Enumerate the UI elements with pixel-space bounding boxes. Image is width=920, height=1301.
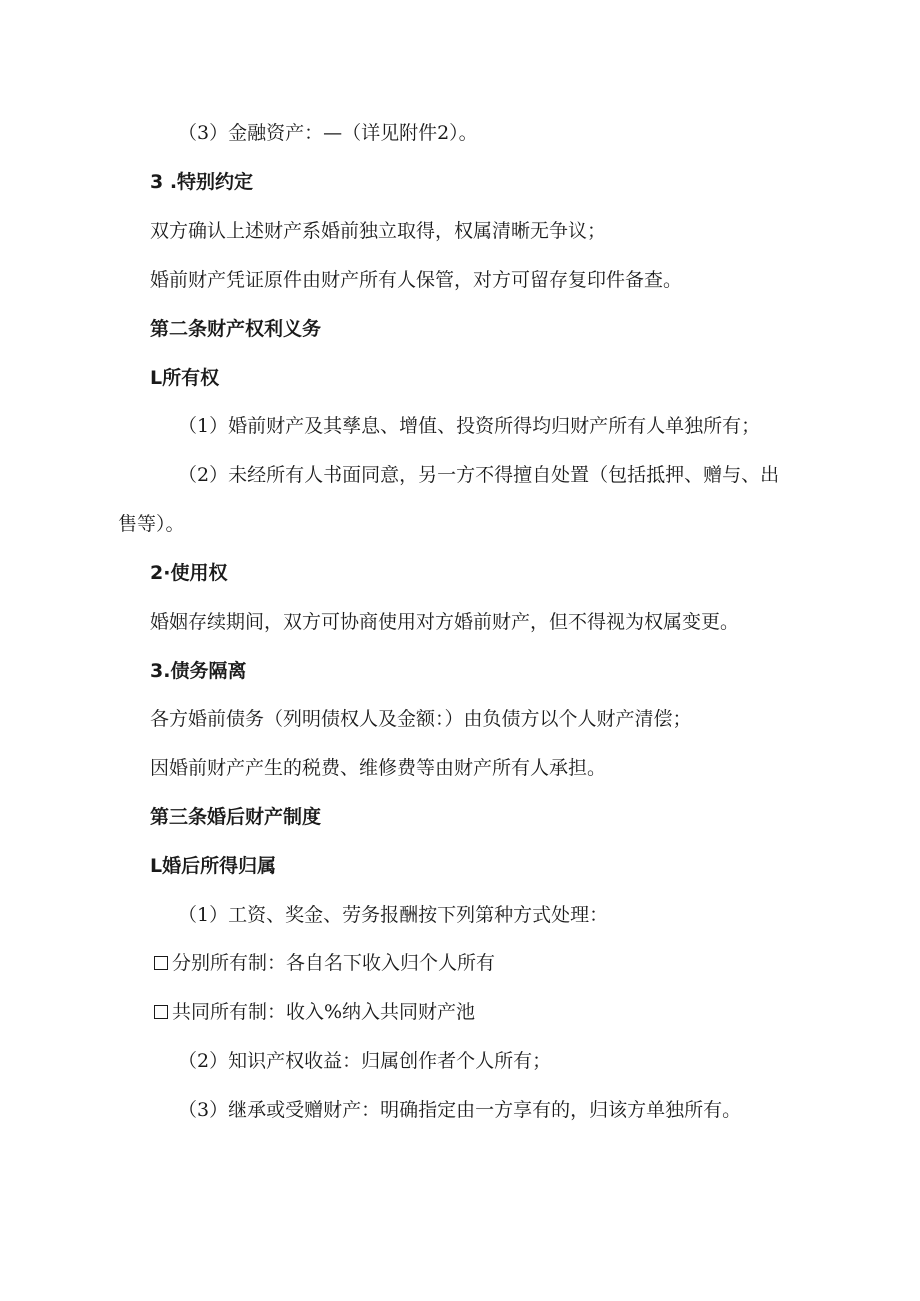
ownership-item-2-line-1: （2）未经所有人书面同意，另一方不得擅自处置（包括抵押、赠与、出 bbox=[178, 464, 780, 486]
option-joint-label: 共同所有制：收入%纳入共同财产池 bbox=[172, 1001, 476, 1023]
article-3-title: 第三条婚后财产制度 bbox=[150, 806, 322, 828]
article-2-title: 第二条财产权利义务 bbox=[150, 318, 322, 340]
income-item-3: （3）继承或受赠财产：明确指定由一方享有的，归该方单独所有。 bbox=[178, 1099, 742, 1121]
special-agreement-paragraph-2: 婚前财产凭证原件由财产所有人保管，对方可留存复印件备查。 bbox=[150, 269, 683, 291]
ownership-item-1: （1）婚前财产及其孳息、增值、投资所得均归财产所有人单独所有； bbox=[178, 415, 761, 437]
checkbox-icon[interactable] bbox=[154, 1005, 168, 1019]
debt-paragraph-2: 因婚前财产产生的税费、维修费等由财产所有人承担。 bbox=[150, 757, 607, 779]
option-separate-label: 分别所有制：各自名下收入归个人所有 bbox=[172, 952, 496, 974]
special-agreement-heading: 3 .特别约定 bbox=[150, 171, 254, 193]
debt-heading: 3.债务隔离 bbox=[150, 660, 247, 682]
ownership-item-2-line-2: 售等）。 bbox=[118, 513, 185, 535]
financial-assets-item: （3）金融资产：—（详见附件2）。 bbox=[178, 122, 478, 144]
option-separate-ownership[interactable] bbox=[154, 951, 495, 975]
income-item-1: （1）工资、奖金、劳务报酬按下列第种方式处理： bbox=[178, 904, 609, 926]
usage-paragraph: 婚姻存续期间，双方可协商使用对方婚前财产，但不得视为权属变更。 bbox=[150, 611, 740, 633]
income-item-2: （2）知识产权收益：归属创作者个人所有； bbox=[178, 1050, 552, 1072]
checkbox-icon[interactable] bbox=[154, 956, 168, 970]
income-heading: L婚后所得归属 bbox=[150, 855, 277, 877]
usage-heading: 2·使用权 bbox=[150, 562, 228, 584]
special-agreement-paragraph-1: 双方确认上述财产系婚前独立取得，权属清晰无争议； bbox=[150, 220, 607, 242]
debt-paragraph-1: 各方婚前债务（列明债权人及金额：）由负债方以个人财产清偿； bbox=[150, 708, 692, 730]
ownership-heading: L所有权 bbox=[150, 367, 220, 389]
option-joint-ownership[interactable] bbox=[154, 1000, 475, 1024]
